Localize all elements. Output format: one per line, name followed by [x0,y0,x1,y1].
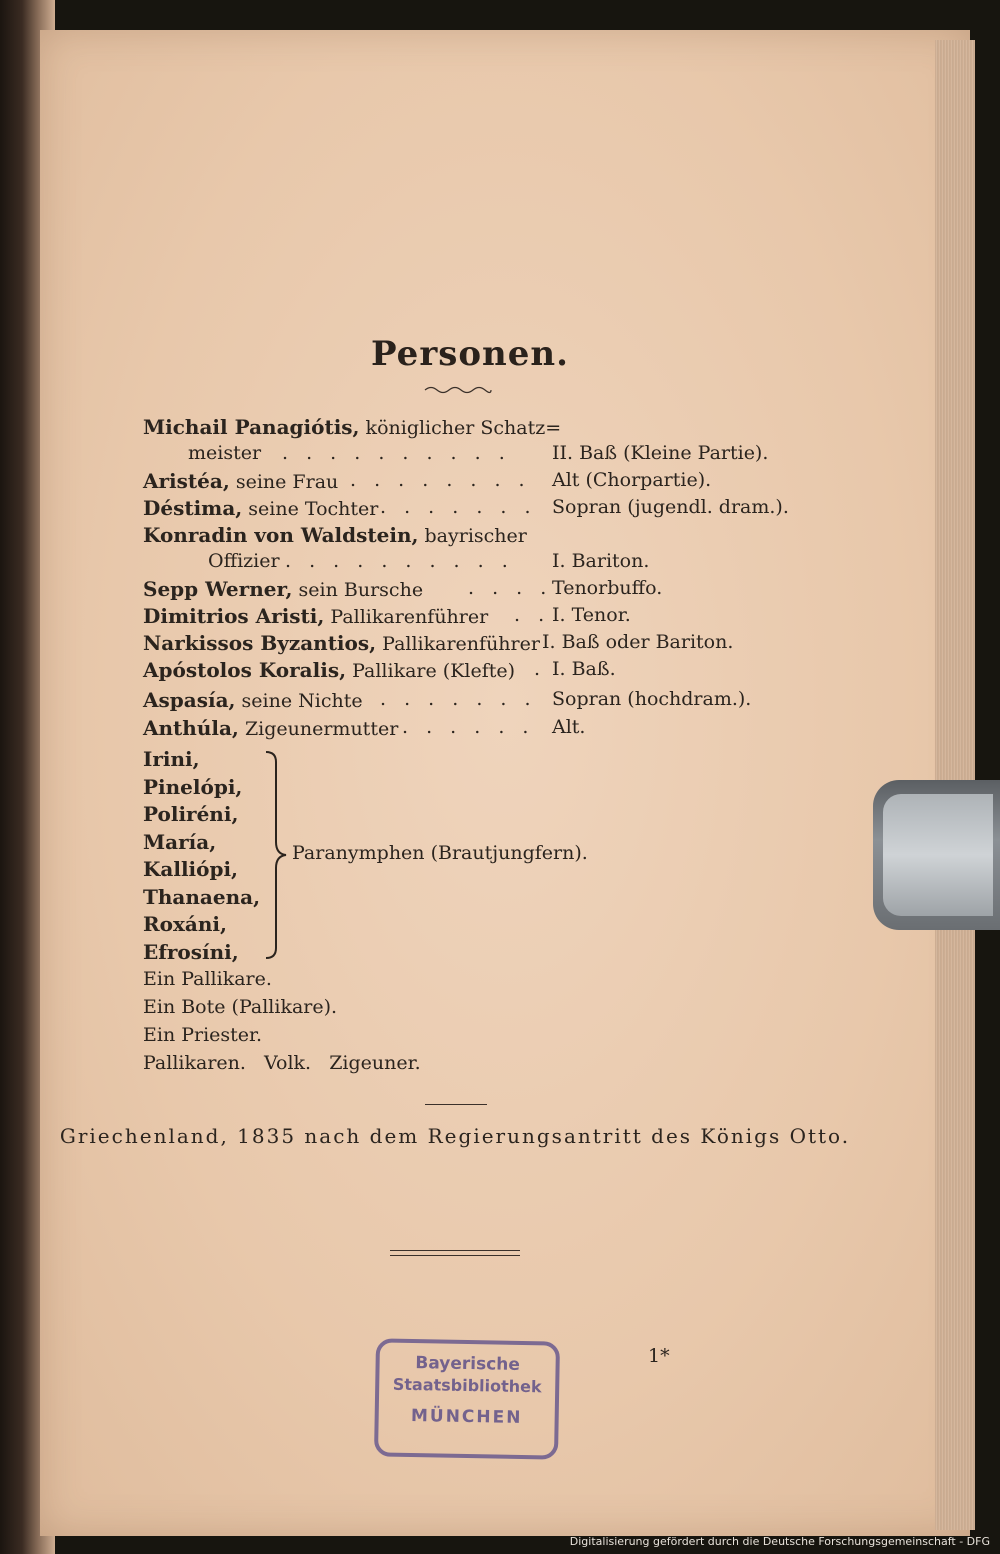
extra-role: Ein Priester. [143,1024,263,1046]
cast-desc: Pallikarenführer [324,606,489,628]
paranymph-name: Irini, [143,747,200,771]
cast-desc: bayrischer [418,525,527,547]
paranymph-name: Poliréni, [143,802,239,826]
cast-voice: Tenorbuffo. [552,577,663,599]
library-stamp [374,1338,560,1459]
paranymphs-label: Paranymphen (Brautjungfern). [292,842,588,864]
cast-row: Anthúla, Zigeunermutter . . . . . . Alt. [143,716,586,740]
paranymph-name: Pinelópi, [143,774,243,799]
cast-row [0,415,1000,443]
divider [425,1104,487,1105]
cast-voice: Sopran (jugendl. dram.). [552,496,789,518]
cast-desc: königlicher Schatz= [359,417,562,439]
paranymph-name: Kalliópi, [143,857,239,881]
cast-row-cont: Offizier . . . . . . . . . . I. Bariton. [208,550,650,572]
cast-name: Konradin von Waldstein, [143,523,419,547]
cast-row: Dimitrios Aristi, Pallikarenführer . . I. Tenor. [143,604,631,628]
cast-voice: I. Baß. [552,658,616,680]
cast-name: Apóstolos Koralis, [143,658,347,682]
cast-row: Sepp Werner, sein Bursche . . . . Tenorbuffo. [143,577,663,601]
cast-desc: Pallikarenführer [376,633,540,655]
cast-voice: Alt. [552,716,586,738]
cast-name: Anthúla, [143,716,239,740]
cast-row: Aristéa, seine Frau . . . . . . . . Alt (Chorpartie). [143,469,712,493]
cast-name: Sepp Werner, [143,577,293,601]
extra-role: Ein Pallikare. [143,968,272,990]
cast-voice: I. Baß oder Bariton. [542,631,734,653]
cast-desc: Zigeunermutter [238,718,399,740]
cast-desc: Pallikare (Klefte) [346,660,516,682]
cast-voice: Alt (Chorpartie). [552,469,712,491]
page-title: Personen. [371,334,569,374]
cast-voice: II. Baß (Kleine Partie). [552,442,769,464]
cast-row [0,523,1000,551]
cast-name: Aristéa, [143,469,230,493]
cast-name: Déstima, [143,496,243,520]
cast-desc: sein Bursche [292,579,424,601]
cast-desc: seine Tochter [242,498,379,520]
cast-row: Déstima, seine Tochter . . . . . . . Sopran (jugendl. dram.). [143,496,789,520]
cast-name: Narkissos Byzantios, [143,631,377,655]
cast-voice: I. Bariton. [552,550,650,572]
cast-voice: I. Tenor. [552,604,631,626]
extra-role: Pallikaren. Volk. Zigeuner. [143,1052,421,1074]
curly-brace-icon [264,750,290,960]
double-rule-bottom [390,1255,520,1256]
footer-credit: Digitalisierung gefördert durch die Deutsche Forschungsgemeinschaft - DFG [569,1535,990,1548]
cast-desc: seine Nichte [235,690,363,712]
stamp-line: MÜNCHEN [410,1406,523,1428]
cast-voice: Sopran (hochdram.). [552,688,752,710]
paranymph-name: Roxáni, [143,912,227,936]
cast-desc-cont: meister [188,442,262,464]
page-clip [873,780,1000,930]
title-ornament [423,384,493,394]
cast-desc-cont: Offizier [208,550,280,572]
cast-name: Aspasía, [143,688,236,712]
setting-line: Griechenland, 1835 nach dem Regierungsantritt des Königs Otto. [59,1124,851,1148]
page-number: 1* [648,1345,670,1367]
extra-role: Ein Bote (Pallikare). [143,996,338,1018]
cast-row-cont: meister . . . . . . . . . . II. Baß (Kleine Partie). [188,442,769,464]
cast-name: Dimitrios Aristi, [143,604,325,628]
stamp-line: Bayerische [415,1353,521,1375]
stamp-line: Staatsbibliothek [392,1374,542,1397]
paranymph-name: María, [143,829,217,854]
cast-row [0,631,1000,659]
paranymph-names [143,746,260,966]
cast-row: Aspasía, seine Nichte . . . . . . . Sopran (hochdram.). [143,688,752,712]
paranymph-name: Efrosíni, [143,939,239,964]
cast-row: Apóstolos Koralis, Pallikare (Klefte) . I. Baß. [143,658,616,682]
cast-name: Michail Panagiótis, [143,415,360,439]
paranymph-name: Thanaena, [143,884,261,909]
double-rule-top [390,1250,520,1251]
cast-desc: seine Frau [229,471,339,493]
